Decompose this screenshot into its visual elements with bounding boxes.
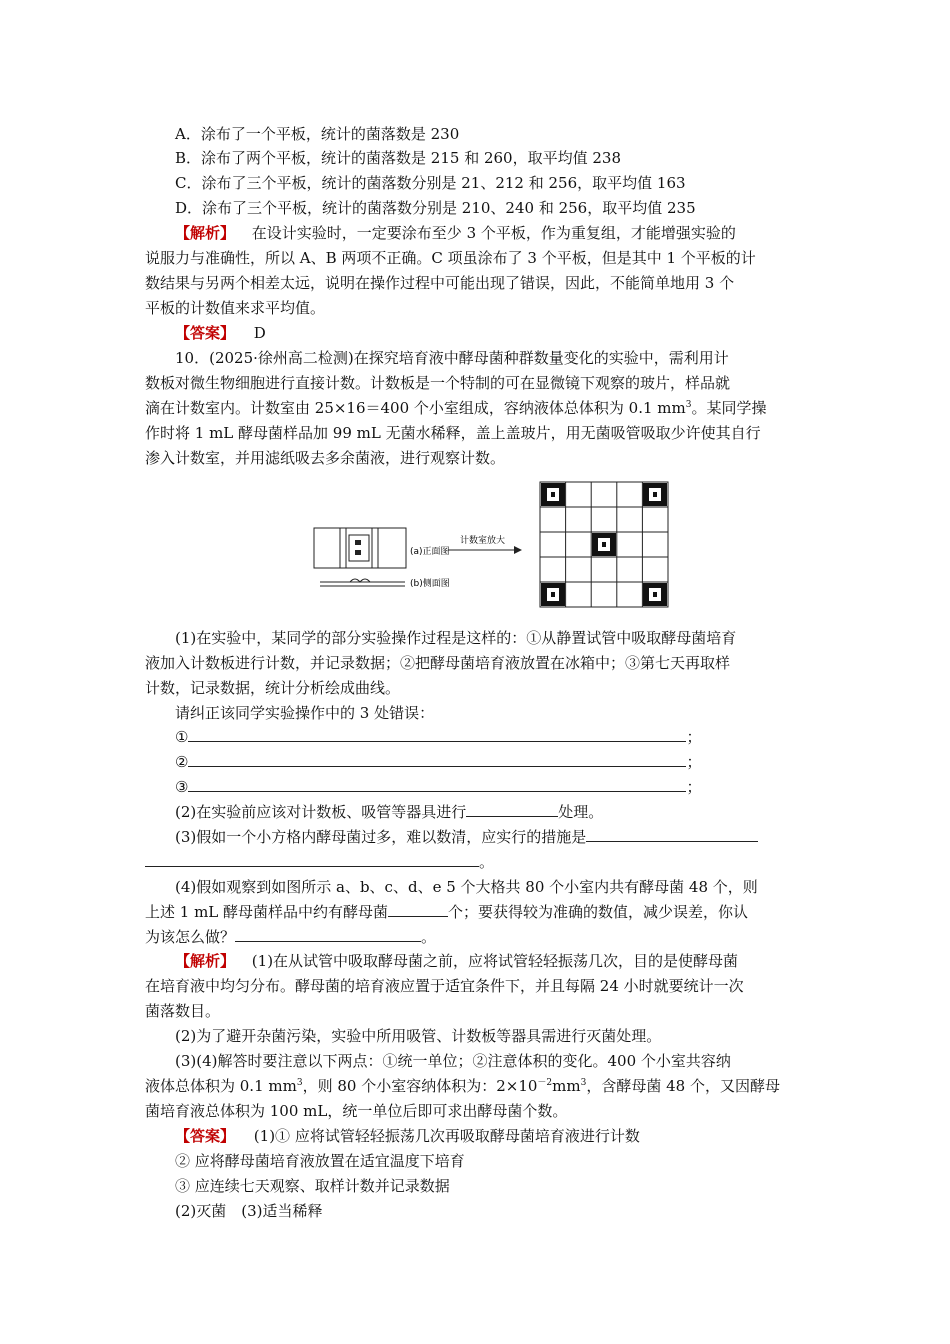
p4-text: 为该怎么做？ <box>145 928 236 946</box>
q9-analysis-line: 说服力与准确性，所以 A、B 两项不正确。C 项虽涂布了 3 个平板，但是其中 1 个平板的计 <box>145 249 756 267</box>
sub-grid-mark <box>653 592 657 597</box>
answer-blank-1 <box>175 727 701 747</box>
p4-line <box>145 927 436 947</box>
q10-analysis-line: (3)(4)解答时要注意以下两点：①统一单位；②注意体积的变化。400 个小室共容纳 <box>175 1052 731 1070</box>
q10-stem-line: 渗入计数室，并用滤纸吸去多余菌液，进行观察计数。 <box>145 449 506 467</box>
answer-blank-3 <box>175 777 701 797</box>
q10-stem-line <box>145 398 767 418</box>
fill-blank[interactable] <box>188 777 686 792</box>
option-a: A．涂布了一个平板，统计的菌落数是 230 <box>175 125 460 143</box>
superscript: 3 <box>580 1078 587 1088</box>
stem-text: 。某同学操 <box>691 399 767 417</box>
q10-answer-line: ② 应将酵母菌培育液放置在适宜温度下培育 <box>175 1152 465 1170</box>
q10-stem-line: 数板对微生物细胞进行直接计数。计数板是一个特制的可在显微镜下观察的玻片，样品就 <box>145 374 731 392</box>
option-c: C．涂布了三个平板，统计的菌落数分别是 21、212 和 256，取平均值 163 <box>175 174 686 192</box>
blank-number: ③ <box>175 778 189 796</box>
p2-text: 处理。 <box>558 803 604 821</box>
p3-text: (3)假如一个小方格内酵母菌过多，难以数清，应实行的措施是 <box>175 828 587 846</box>
period: 。 <box>421 928 437 946</box>
p1-line: 请纠正该同学实验操作中的 3 处错误： <box>175 704 435 722</box>
sub-grid-mark <box>602 542 606 547</box>
p4-text: 个；要获得较为准确的数值，减少误差，你认 <box>448 903 749 921</box>
p1-line: (1)在实验中，某同学的部分实验操作过程是这样的：①从静置试管中吸取酵母菌培育 <box>175 629 737 647</box>
sub-grid-mark <box>551 492 555 497</box>
answer-tag: 【答案】 <box>175 324 236 342</box>
answer-tag: 【答案】 <box>175 1127 236 1145</box>
counting-chamber-figure <box>310 480 670 614</box>
analysis-tag: 【解析】 <box>175 224 236 242</box>
arrow-head <box>514 546 522 554</box>
p1-line: 液加入计数板进行计数，并记录数据；②把酵母菌培育液放置在冰箱中；③第七天再取样 <box>145 654 731 672</box>
superscript: －2 <box>537 1078 553 1088</box>
p2-line <box>175 802 603 822</box>
blank-number: ② <box>175 753 189 771</box>
p3-line <box>175 827 758 847</box>
fill-blank[interactable] <box>145 852 479 867</box>
q10-stem-line: 作时将 1 mL 酵母菌样品加 99 mL 无菌水稀释，盖上盖玻片，用无菌吸管吸取少许使其自行 <box>145 424 761 442</box>
enlarge-label: 计数室放大 <box>460 536 506 546</box>
q9-analysis-line: 数结果与另两个相差太远，说明在操作过程中可能出现了错误，因此，不能简单地用 3 个 <box>145 274 735 292</box>
chamber-mark <box>355 540 361 545</box>
front-view-label: (a)正面图 <box>410 547 450 557</box>
q9-answer-line <box>175 323 266 343</box>
p4-text: 上述 1 mL 酵母菌样品中约有酵母菌 <box>145 903 389 921</box>
analysis-text: ，含酵母菌 48 个，又因酵母 <box>586 1077 780 1095</box>
q10-analysis-line: 在培育液中均匀分布。酵母菌的培育液应置于适宜条件下，并且每隔 24 小时就要统计一次 <box>145 977 744 995</box>
p1-line: 计数，记录数据，统计分析绘成曲线。 <box>145 679 401 697</box>
sub-grid-mark <box>653 492 657 497</box>
superscript: 3 <box>296 1078 303 1088</box>
answer-text: (1)① 应将试管轻轻振荡几次再吸取酵母菌培育液进行计数 <box>253 1127 640 1145</box>
p2-text: (2)在实验前应该对计数板、吸管等器具进行 <box>175 803 467 821</box>
analysis-text: ，则 80 个小室容纳体积为：2×10 <box>302 1077 538 1095</box>
analysis-text: mm <box>552 1077 581 1095</box>
analysis-tag: 【解析】 <box>175 952 236 970</box>
semicolon: ； <box>686 778 702 796</box>
superscript: 3 <box>685 400 692 410</box>
chamber-area <box>349 535 369 561</box>
q10-answer-line: (2)灭菌 (3)适当稀释 <box>175 1202 323 1220</box>
q10-analysis-line <box>175 951 738 971</box>
sub-grid-mark <box>551 592 555 597</box>
q9-analysis-text: 在设计实验时，一定要涂布至少 3 个平板，作为重复组，才能增强实验的 <box>251 224 736 242</box>
q10-answer-line: ③ 应连续七天观察、取样计数并记录数据 <box>175 1177 450 1195</box>
option-d: D．涂布了三个平板，统计的菌落数分别是 210、240 和 256，取平均值 235 <box>175 199 696 217</box>
q10-analysis-line: 菌落数目。 <box>145 1002 221 1020</box>
fill-blank[interactable] <box>188 727 686 742</box>
q10-answer-line <box>175 1126 640 1146</box>
slide-front-view <box>314 528 406 568</box>
q9-analysis-line <box>175 223 736 243</box>
chamber-mark <box>355 550 361 555</box>
analysis-text: (1)在从试管中吸取酵母菌之前，应将试管轻轻振荡几次，目的是使酵母菌 <box>251 952 739 970</box>
counting-grid <box>540 482 668 607</box>
p4-line: (4)假如观察到如图所示 a、b、c、d、e 5 个大格共 80 个小室内共有酵母菌 48 个，则 <box>175 878 758 896</box>
p3-line-2 <box>145 852 494 872</box>
blank-number: ① <box>175 728 189 746</box>
stem-text: 滴在计数室内。计数室由 25×16＝400 个小室组成，容纳液体总体积为 0.1 mm <box>145 399 686 417</box>
fill-blank[interactable] <box>388 902 448 917</box>
q10-analysis-line <box>145 1076 780 1096</box>
q10-analysis-line: 菌培育液总体积为 100 mL，统一单位后即可求出酵母菌个数。 <box>145 1102 568 1120</box>
fill-blank[interactable] <box>586 827 758 842</box>
fill-blank[interactable] <box>235 927 421 942</box>
answer-blank-2 <box>175 752 701 772</box>
fill-blank[interactable] <box>188 752 686 767</box>
q10-analysis-line: (2)为了避开杂菌污染，实验中所用吸管、计数板等器具需进行灭菌处理。 <box>175 1027 662 1045</box>
period: 。 <box>479 853 495 871</box>
fill-blank[interactable] <box>466 802 558 817</box>
side-view-label: (b)侧面图 <box>410 579 450 589</box>
counting-chamber-diagram <box>310 480 670 610</box>
semicolon: ； <box>686 753 702 771</box>
option-b: B．涂布了两个平板，统计的菌落数是 215 和 260，取平均值 238 <box>175 149 621 167</box>
q9-analysis-line: 平板的计数值来求平均值。 <box>145 299 326 317</box>
q10-stem-line: 10．(2025·徐州高二检测)在探究培育液中酵母菌种群数量变化的实验中，需利用计 <box>175 349 729 367</box>
semicolon: ； <box>686 728 702 746</box>
analysis-text: 液体总体积为 0.1 mm <box>145 1077 297 1095</box>
q9-answer: D <box>253 324 266 342</box>
p4-line <box>145 902 748 922</box>
